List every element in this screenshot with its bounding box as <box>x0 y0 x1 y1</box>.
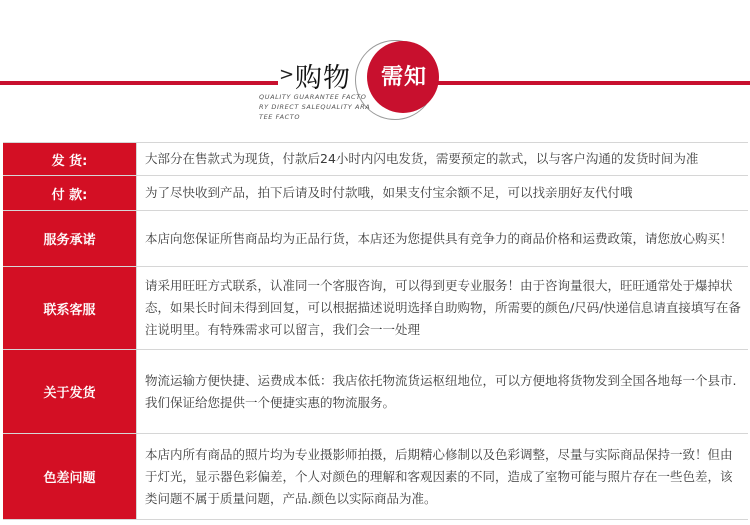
row-text: 大部分在售款式为现货，付款后24小时内闪电发货，需要预定的款式，以与客户沟通的发货时间为准 <box>145 151 699 166</box>
table-row-shipping <box>3 143 748 176</box>
row-label: 付 款: <box>3 176 137 210</box>
header-arrow: > <box>279 64 295 85</box>
row-text: 本店内所有商品的照片均为专业摄影师拍摄，后期精心修制以及色彩调整，尽量与实际商品保持一致！但由于灯光，显示器色彩偏差，个人对颜色的理解和客观因素的不同，造成了室物可能与照片存在一些色差，该类问题不属于质量问题，产品.颜色以实际商品为准。 <box>145 446 733 506</box>
info-table <box>3 142 748 520</box>
row-text: 本店向您保证所售商品均为正品行货，本店还为您提供具有竞争力的商品价格和运费政策，请您放心购买！ <box>145 230 733 246</box>
row-label: 色差问题 <box>3 434 137 519</box>
table-row-service-promise <box>3 211 748 267</box>
header-title: 购物 <box>295 63 351 94</box>
table-row-color-difference <box>3 434 748 520</box>
row-text: 请采用旺旺方式联系，认准同一个客服咨询，可以得到更专业服务！由于咨询量很大，旺旺通常处于爆掉状态，如果长时间未得到回复，可以根据描述说明选择自助购物，所需要的颜色/尺码/快递信息请直接填写在备注说明里。有特殊需求可以留言，我们会一一处理 <box>145 278 741 337</box>
row-label: 关于发货 <box>3 350 137 433</box>
row-text: 物流运输方便快捷、运费成本低：我店依托物流货运枢纽地位，可以方便地将货物发到全国各地每一个县市.我们保证给您提供一个便捷实惠的物流服务。 <box>145 372 737 410</box>
header-badge-text: 需知 <box>380 65 427 90</box>
row-label: 发 货: <box>3 143 137 175</box>
table-row-contact-service <box>3 267 748 350</box>
header-rule-right <box>438 81 750 85</box>
header-subtitle-line: TEE FACTO <box>259 113 301 121</box>
header-subtitle-line: QUALITY GUARANTEE FACTO <box>259 93 367 101</box>
row-label: 服务承诺 <box>3 211 137 266</box>
header-rule-left <box>0 81 278 85</box>
header-subtitle <box>259 92 370 122</box>
row-label: 联系客服 <box>3 267 137 349</box>
table-row-delivery <box>3 350 748 434</box>
page-header <box>0 0 750 140</box>
row-text: 为了尽快收到产品，拍下后请及时付款哦，如果支付宝余额不足，可以找亲朋好友代付哦 <box>145 185 633 200</box>
header-subtitle-line: RY DIRECT SALEQUALITY ARA <box>259 103 371 111</box>
table-row-payment <box>3 176 748 211</box>
